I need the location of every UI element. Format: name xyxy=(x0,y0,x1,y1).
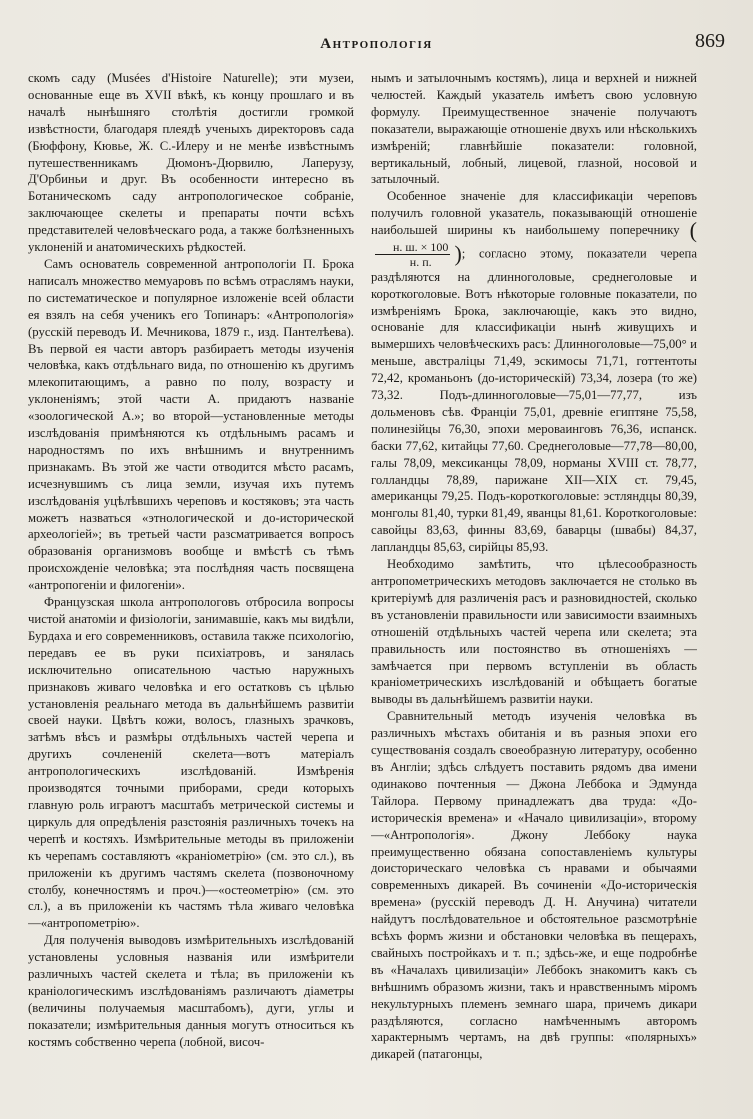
left-paragraph-3: Французская школа антропологовъ отбросила вопросы чистой анатоміи и физіологіи, занимавшіе, какъ мы видѣли, Бурдаха и его современниковъ, оставила также психологію, передавъ ее въ руки психіатровъ, и занялась исключительно описательною частью наружныхъ признаковъ живаго человѣка и его остатковъ съ цѣлью установленія реальнаго метода въ дальнѣйшемъ развитіи своей науки. Цвѣтъ кожи, волосъ, глазныхъ зрачковъ, затѣмъ вѣсъ и размѣры отдѣльныхъ частей черепа и другихъ сочлененій скелета—вотъ матеріалъ антропологическихъ изслѣдованій. Измѣренія производятся точными приборами, среди которыхъ главную роль играютъ масштабъ метрической системы и циркуль для опредѣленія разстоянія различныхъ точекъ на черепѣ и костяхъ. Измѣрительные методы въ приложеніи къ черепамъ составляютъ «краніометрію» (см. это сл.), въ приложеніи къ другимъ частямъ скелета (позвоночному столбу, конечностямъ и проч.)—«остеометрію» (см. это сл.), а въ приложеніи къ частямъ тѣла живаго человѣка—«антропометрію». xyxy=(28,595,354,931)
formula-denominator: н. п. xyxy=(409,254,432,269)
page-number: 869 xyxy=(695,30,725,52)
right-paragraph-3: Необходимо замѣтить, что цѣлесообразность антропометрическихъ методовъ заключается не столько въ критеріумѣ для различенія расъ и разновидностей, сколько въ установленіи правильности или зависимости взаимныхъ отношеній отдѣльныхъ частей черепа или скелета; эта правильность или постоянство въ отношеніяхъ — замѣчается при первомъ вступленіи въ область краніометрическихъ изслѣдованій и обѣщаетъ богатые выводы въ дальнѣйшемъ развитіи науки. xyxy=(371,557,697,707)
right-paragraph-4: Сравнительный методъ изученія человѣка въ различныхъ мѣстахъ обитанія и въ разныя эпохи его существованія создалъ своеобразную литературу, особенно въ Англіи; здѣсь слѣдуетъ поставить рядомъ два имени одинаково почтенныя — Джона Леббока и Эдмунда Тайлора. Первому принадлежатъ два труда: «До-историческія времена» и «Начало цивилизаціи», второму—«Антропологія». Джону Леббоку наука преимущественно обязана сопоставленіемъ культуры доисторическаго человѣка съ нравами и обычаями современныхъ дикарей. Въ сочиненіи «До-историческія времена» (русскій переводъ Д. Н. Анучина) читатели найдутъ послѣдовательное и обстоятельное разсмотрѣніе всѣхъ формъ жизни и обстановки человѣка въ пещерахъ, свайныхъ постройкахъ и т. п.; здѣсь-же, и еще подробнѣе въ «Началахъ цивилизаціи» Леббокъ знакомитъ какъ съ внѣшнимъ образомъ жизни, такъ и нравственнымъ міромъ некультурныхъ племенъ земнаго шара, причемъ дикари раздѣляются, согласно намѣченнымъ авторомъ характернымъ чертамъ, на двѣ группы: «полярныхъ» дикарей (патагонцы, xyxy=(371,709,697,1062)
cephalic-index-values: ; согласно этому, показатели черепа раздѣляются на длинноголовые, среднеголовые и короткоголовые. Вотъ нѣкоторые головные показатели, по измѣреніямъ Брока, заключающіе, какъ это видно, основаніе для классификаціи нынѣ живущихъ и вымершихъ человѣческихъ расъ: Длинноголовые—75,00° и меньше, австраліцы 71,49, эскимосы 71,71, готтентоты 72,42, кроманьонъ (до-историческій) 73,34, лозера (то же) 73,32. Подъ-длинноголовые—75,01—77,77, изъ дольменовъ сѣв. Франціи 75,01, древніе египтяне 75,58, полинезійцы 76,30, эпохи мероваинговъ 76,36, испанск. баски 77,62, китайцы 77,60. Среднеголовые—77,78—80,00, галы 78,09, мексиканцы 78,09, норманы XVIII ст. 78,77, голландцы 78,89, парижане XII—XIX ст. 79,45, американцы 79,25. Подъ-короткоголовые: эстляндцы 80,39, монголы 81,40, турки 81,49, яванцы 81,61. Короткоголовые: савойцы 83,63, финны 83,69, баварцы (швабы) 84,37, лапландцы 85,63, сирійцы 85,93. xyxy=(371,246,697,555)
right-column xyxy=(371,70,697,1110)
right-paragraph-1: нымъ и затылочнымъ костямъ), лица и верхней и нижней челюстей. Каждый указатель имѣетъ свою условную формулу. Преимущественное значеніе получаютъ показатели, выражающіе отношеніе двухъ или нѣсколькихъ измѣреній; главнѣйшіе показатели: головной, вертикальный, лобный, лицевой, глазной, носовой и затылочный. xyxy=(371,71,697,187)
left-paragraph-4: Для полученія выводовъ измѣрительныхъ изслѣдованій установлены условныя названія или измѣрители различныхъ частей скелета и тѣла; въ приложеніи къ краніологическимъ изслѣдованіямъ различаютъ діаметры (величины получаемыя масштабомъ), дуги, углы и показатели; измѣрительныя данныя могутъ относиться къ костямъ собственно черепа (лобной, височ- xyxy=(28,933,354,1049)
left-paragraph-2: Самъ основатель современной антропологіи П. Брока написалъ множество мемуаровъ по всѣмъ отраслямъ науки, по систематическое и популярное изложеніе всей области ея взялъ на себя ученикъ его Топинаръ: «Антропологія» (русскій переводъ И. Мечникова, 1879 г., изд. Пантелѣева). Въ первой ея части авторъ разбираетъ методы изученія человѣка, какъ отдѣльнаго вида, по отношенію къ другимъ млекопитающимъ, а равно по полу, возрасту и уклоненіямъ; этой части А. придаютъ названіе «зоологической А.»; во второй—установленные методы изслѣдованія примѣняются къ отдѣльнымъ расамъ и народностямъ по ихъ внѣшнимъ и внутреннимъ признакамъ. Въ этой же части отводится мѣсто расамъ, исчезнувшимъ съ лица земли, изучая ихъ путемъ изслѣдованія уцѣлѣвшихъ череповъ и костяковъ; эта часть можетъ назваться «этнологической и до-исторической археологіей»; въ третьей части разсматривается вопросъ образованія организмовъ вообще и вмѣстѣ съ тѣмъ происхожденіе человѣка; эта послѣдняя часть посвящена «антропогеніи и филогеніи». xyxy=(28,256,354,593)
running-head xyxy=(28,30,725,58)
running-title: Антропологія xyxy=(320,36,433,52)
formula-open-paren: ( xyxy=(689,217,697,243)
left-column xyxy=(28,70,354,1110)
left-paragraph-1: скомъ саду (Musées d'Histoire Naturelle); эти музеи, основанные еще въ XVII вѣкѣ, къ концу прошлаго и въ началѣ нынѣшняго столѣтія достигли громкой извѣстности, благодаря плеядѣ ученыхъ директоровъ сада (Бюффону, Кювье, Ж. С.-Илеру и не менѣе извѣстнымъ путешественникамъ Дюмонъ-Дюрвилю, Лаперузу, Д'Орбиньи и друг. Въ особенности интересно въ Ботаническомъ саду антропологическое собраніе, заключающее скелеты и препараты почти всѣхъ представителей человѣческаго рода, а также болѣзненныхъ уклоненій и анатомическихъ рѣдкостей. xyxy=(28,71,354,255)
right-paragraph-2 xyxy=(371,188,697,556)
cephalic-index-formula xyxy=(375,240,450,269)
formula-numerator: н. ш. × 100 xyxy=(375,240,450,255)
formula-close-paren: ) xyxy=(454,240,462,266)
cephalic-index-text: Особенное значеніе для классификаціи череповъ получилъ головной указатель, показывающій отношеніе наибольшей ширины къ наибольшему поперечнику xyxy=(371,189,697,238)
